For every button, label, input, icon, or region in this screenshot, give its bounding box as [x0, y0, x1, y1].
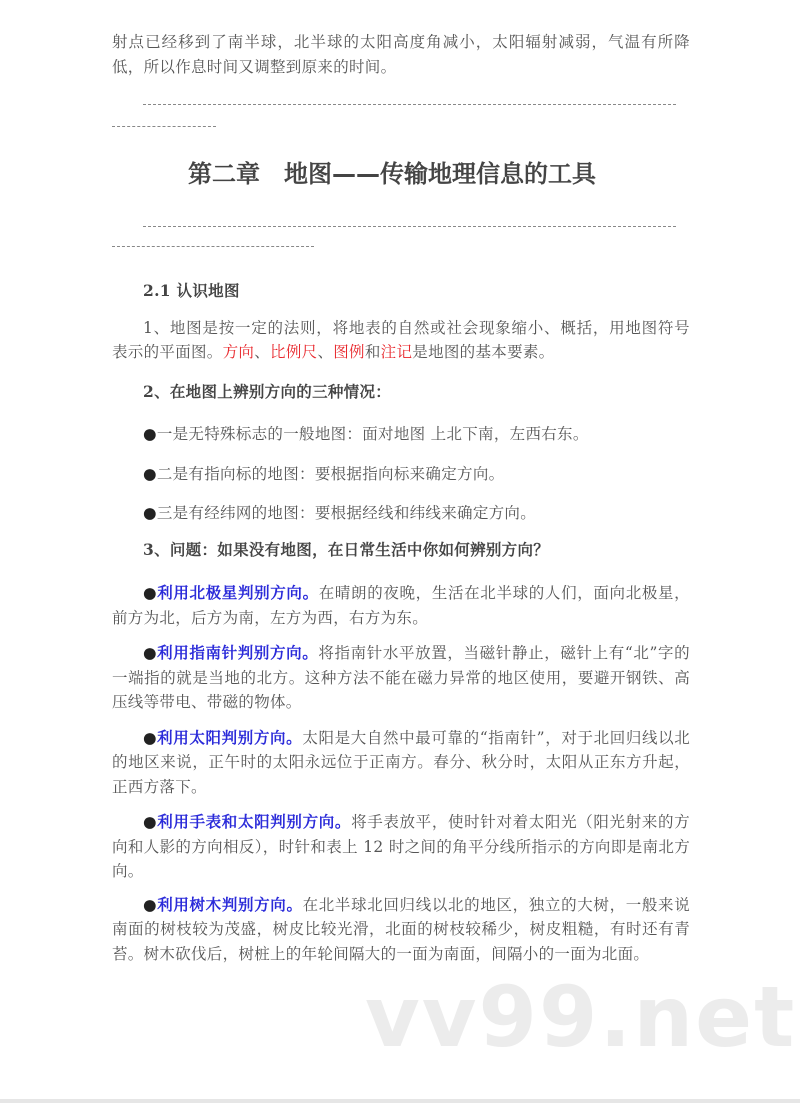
method-text: 将手表放平，使时针对着太阳光（阳光射来的方向和人影的方向相反），时针和表上 12 时之间的角平分线所指示的方向即是南北方向。 [112, 813, 690, 880]
method-item [112, 726, 690, 800]
text: 、 [317, 343, 334, 361]
case-item [112, 501, 690, 526]
section-heading: 2.1 认识地图 [143, 281, 240, 300]
definition-paragraph [112, 316, 690, 365]
method-item [112, 581, 690, 630]
dashed-divider-group [112, 104, 690, 128]
dashed-divider [143, 104, 676, 105]
chapter-title: 第二章 地图——传输地理信息的工具 [188, 160, 596, 188]
case-text: 一是无特殊标志的一般地图：面对地图 上北下南，左西右东。 [156, 425, 589, 443]
dashed-divider [112, 126, 216, 127]
text: 和 [364, 343, 381, 361]
method-title: 利用树木判别方向。 [157, 894, 303, 914]
bullet-icon: ● [143, 728, 158, 747]
case-item [112, 422, 690, 447]
intro-paragraph: 射点已经移到了南半球，北半球的太阳高度角减小，太阳辐射减弱，气温有所降低，所以作息时间又调整到原来的时间。 [112, 33, 690, 76]
watermark: vv99.net [365, 968, 797, 1066]
method-text: 在北半球北回归线以北的地区，独立的大树，一般来说南面的树枝较为茂盛，树皮比较光滑，北面的树枝较稀少，树皮粗糙，有时还有青苔。树木砍伐后，树桩上的年轮间隔大的一面为南面，间隔小的一面为北面。 [112, 895, 691, 963]
text: 、 [254, 343, 271, 361]
dashed-divider-group [112, 226, 690, 250]
dashed-divider [143, 226, 676, 227]
question-heading: 2、在地图上辨别方向的三种情况： [143, 381, 392, 401]
term-legend: 图例 [333, 343, 365, 361]
bullet-icon: ● [143, 813, 158, 831]
method-item [112, 893, 690, 967]
method-text: 将指南针水平放置，当磁针静止，磁针上有“北”字的一端指的就是当地的北方。这种方法不能在磁力异常的地区使用，要避开钢铁、高压线等带电、带磁的物体。 [112, 644, 690, 711]
text: 是地图的基本要素。 [412, 343, 555, 361]
method-item [112, 641, 690, 715]
dashed-divider [112, 246, 314, 247]
term-annotation: 注记 [380, 343, 413, 361]
bullet-icon: ● [143, 584, 158, 602]
term-scale: 比例尺 [270, 343, 318, 361]
method-title: 利用太阳判别方向。 [157, 727, 303, 747]
bullet-icon: ● [143, 895, 158, 914]
question-heading: 3、问题：如果没有地图，在日常生活中你如何辨别方向？ [143, 539, 550, 559]
method-title: 利用指南针判别方向。 [157, 643, 319, 662]
case-item [112, 462, 690, 487]
method-item [112, 810, 690, 884]
bullet-icon: ● [143, 464, 157, 483]
case-text: 二是有指向标的地图：要根据指向标来确定方向。 [156, 464, 505, 483]
term-direction: 方向 [222, 343, 255, 361]
method-title: 利用手表和太阳判别方向。 [157, 812, 352, 831]
method-text: 在晴朗的夜晚，生活在北半球的人们，面向北极星，前方为北，后方为南，左方为西，右方为东。 [112, 584, 690, 627]
bullet-icon: ● [143, 644, 158, 662]
method-title: 利用北极星判别方向。 [157, 583, 319, 602]
bullet-icon: ● [143, 504, 157, 522]
page-bottom-edge [0, 1099, 800, 1103]
bullet-icon: ● [143, 425, 157, 443]
case-text: 三是有经纬网的地图：要根据经线和纬线来确定方向。 [156, 504, 537, 522]
method-text: 太阳是大自然中最可靠的“指南针”，对于北回归线以北的地区来说，正午时的太阳永远位于正南方。春分、秋分时，太阳从正东方升起，正西方落下。 [112, 728, 691, 796]
text: 1、地图是按一定的法则，将地表的自然或社会现象缩小、概括，用地图符号表示的平面图。 [112, 318, 690, 361]
